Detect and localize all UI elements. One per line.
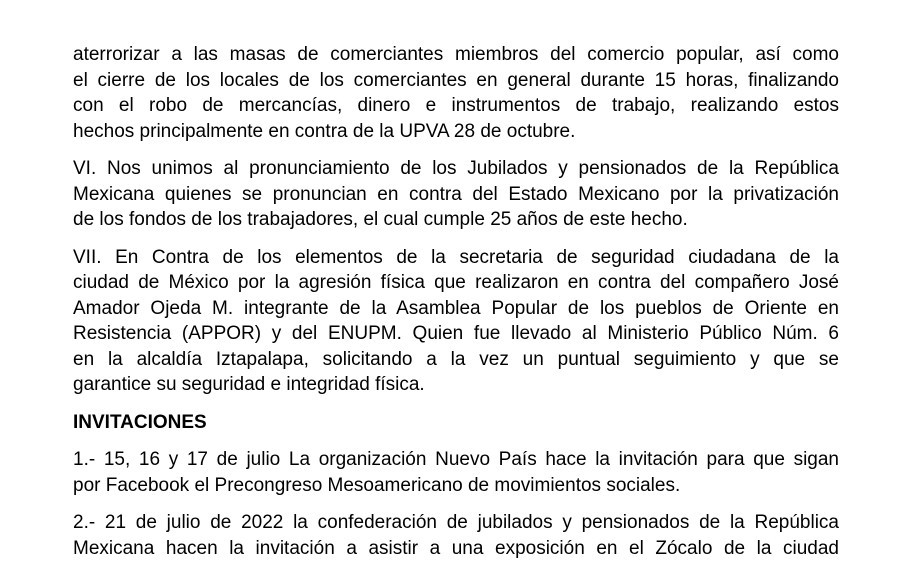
text-line: 2.- 21 de julio de 2022 la confederación de jubilados y pensionados de la República xyxy=(73,512,839,533)
text-line: 1.- 15, 16 y 17 de julio La organización Nuevo País hace la invitación para que sigan xyxy=(73,449,839,470)
text-line: ciudad de México por la agresión física que realizaron en contra del compañero José xyxy=(73,272,839,293)
text-line: Amador Ojeda M. integrante de la Asamblea Popular de los pueblos de Oriente en xyxy=(73,297,839,319)
text-line: Resistencia (APPOR) y del ENUPM. Quien fue llevado al Ministerio Público Núm. 6 xyxy=(73,323,839,344)
text-line: Mexicana quienes se pronuncian en contra del Estado Mexicano por la privatización xyxy=(73,183,839,205)
section-heading-invitaciones: INVITACIONES xyxy=(73,411,207,433)
document-page xyxy=(73,42,839,573)
text-line: el cierre de los locales de los comerciantes en general durante 15 horas, finalizando xyxy=(73,69,839,91)
text-line: con el robo de mercancías, dinero e instrumentos de trabajo, realizando estos xyxy=(73,95,839,116)
text-line: aterrorizar a las masas de comerciantes miembros del comercio popular, así como xyxy=(73,44,839,65)
text-line: VI. Nos unimos al pronunciamiento de los Jubilados y pensionados de la República xyxy=(73,158,839,179)
text-line: hechos principalmente en contra de la UPVA 28 de octubre. xyxy=(73,120,576,142)
text-line: por Facebook el Precongreso Mesoamericano de movimientos sociales. xyxy=(73,474,681,496)
text-line: Mexicana hacen la invitación a asistir a una exposición en el Zócalo de la ciudad xyxy=(73,537,839,559)
text-line: garantice su seguridad e integridad física. xyxy=(73,374,425,395)
paragraph-vi-jubilados xyxy=(73,156,839,233)
text-line: VII. En Contra de los elementos de la secretaria de seguridad ciudadana de la xyxy=(73,246,839,268)
text-line: de los fondos de los trabajadores, el cual cumple 25 años de este hecho. xyxy=(73,209,688,230)
paragraph-invitacion-1 xyxy=(73,447,839,498)
text-line: en la alcaldía Iztapalapa, solicitando a la vez un puntual seguimiento y que se xyxy=(73,348,839,370)
paragraph-vii-agresion xyxy=(73,245,839,398)
paragraph-invitacion-2 xyxy=(73,510,839,561)
paragraph-comercio-popular xyxy=(73,42,839,144)
